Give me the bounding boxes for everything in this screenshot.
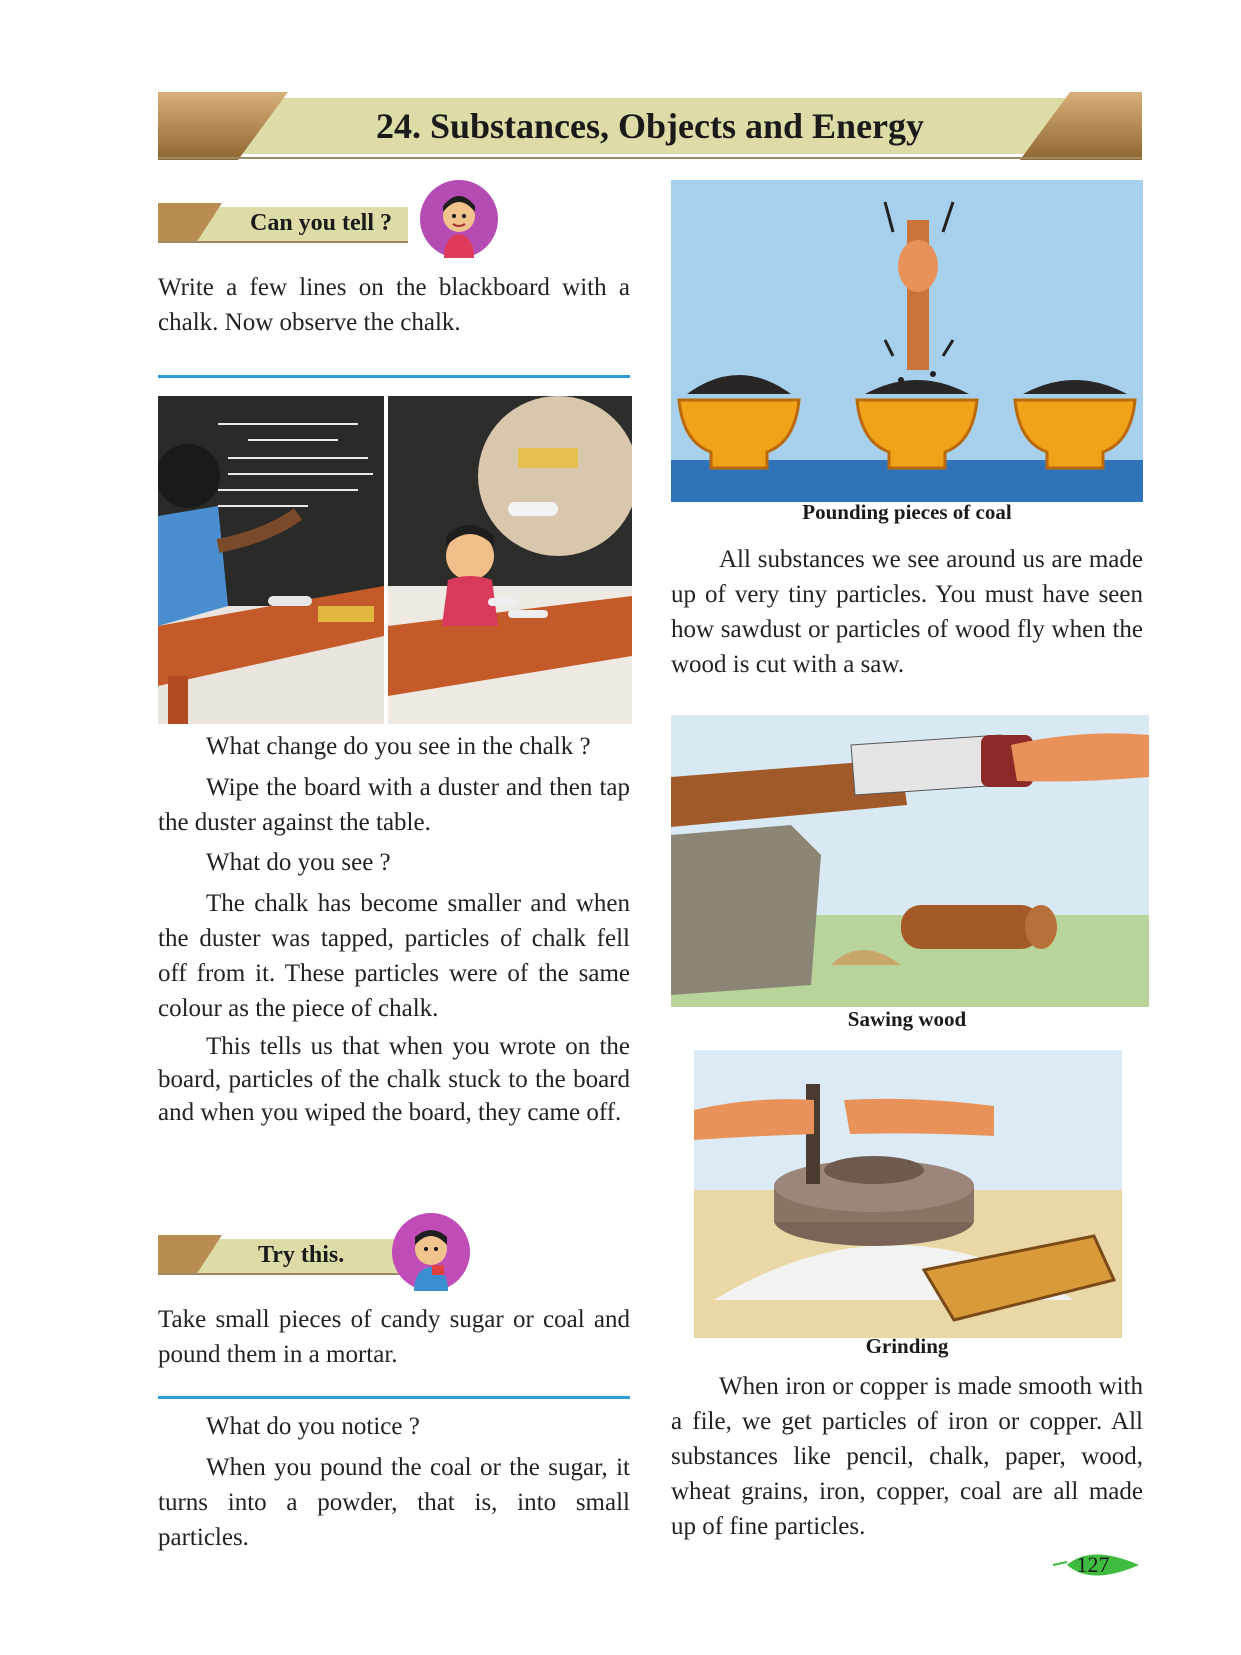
paragraph: When iron or copper is made smooth with a file, we get particles of iron or copper. All substances like pencil, chalk, paper, wood, wheat grains, iron, copper, coal are all made up of fine particles. xyxy=(671,1373,1143,1540)
paragraph: This tells us that when you wrote on the board, particles of the chalk stuck to the board and when you wiped the board, they came off. xyxy=(158,1033,630,1126)
intro-text: Write a few lines on the blackboard with a chalk. Now observe the chalk. xyxy=(158,274,630,336)
page-number: 127 xyxy=(1076,1552,1110,1577)
section-tag-label: Can you tell ? xyxy=(250,210,393,236)
section-tag-label: Try this. xyxy=(258,1242,345,1268)
paragraph: When you pound the coal or the sugar, it turns into a powder, that is, into small particles. xyxy=(158,1454,630,1551)
figure-caption: Sawing wood xyxy=(847,1007,967,1031)
paragraph: All substances we see around us are made up of very tiny particles. You must have seen how sawdust or particles of wood fly when the wood is cut with a saw. xyxy=(671,546,1143,678)
paragraph: What change do you see in the chalk ? xyxy=(206,733,591,760)
try-text: Take small pieces of candy sugar or coal and pound them in a mortar. xyxy=(158,1306,630,1368)
grinding-illustration xyxy=(694,1050,1122,1338)
pounding-coal-illustration xyxy=(671,180,1143,502)
figure-caption: Pounding pieces of coal xyxy=(802,500,1012,524)
paragraph: What do you notice ? xyxy=(206,1413,420,1440)
section-tag-can-you-tell xyxy=(158,203,408,243)
divider xyxy=(158,1396,630,1399)
chapter-banner xyxy=(158,92,1142,160)
divider xyxy=(158,375,630,378)
chalk-illustration xyxy=(158,396,632,724)
figure-caption: Grinding xyxy=(865,1334,949,1358)
boy-avatar xyxy=(392,1213,470,1291)
girl-avatar xyxy=(420,180,498,258)
paragraph: What do you see ? xyxy=(206,849,391,876)
page-number-badge xyxy=(1043,1548,1143,1582)
paragraph: Wipe the board with a duster and then tap the duster against the table. xyxy=(158,774,630,836)
sawing-wood-illustration xyxy=(671,715,1149,1007)
chapter-title: 24. Substances, Objects and Energy xyxy=(375,106,925,146)
paragraph: The chalk has become smaller and when the duster was tapped, particles of chalk fell off from it. These particles were of the same colour as the piece of chalk. xyxy=(158,890,630,1022)
section-tag-try-this xyxy=(158,1235,408,1275)
